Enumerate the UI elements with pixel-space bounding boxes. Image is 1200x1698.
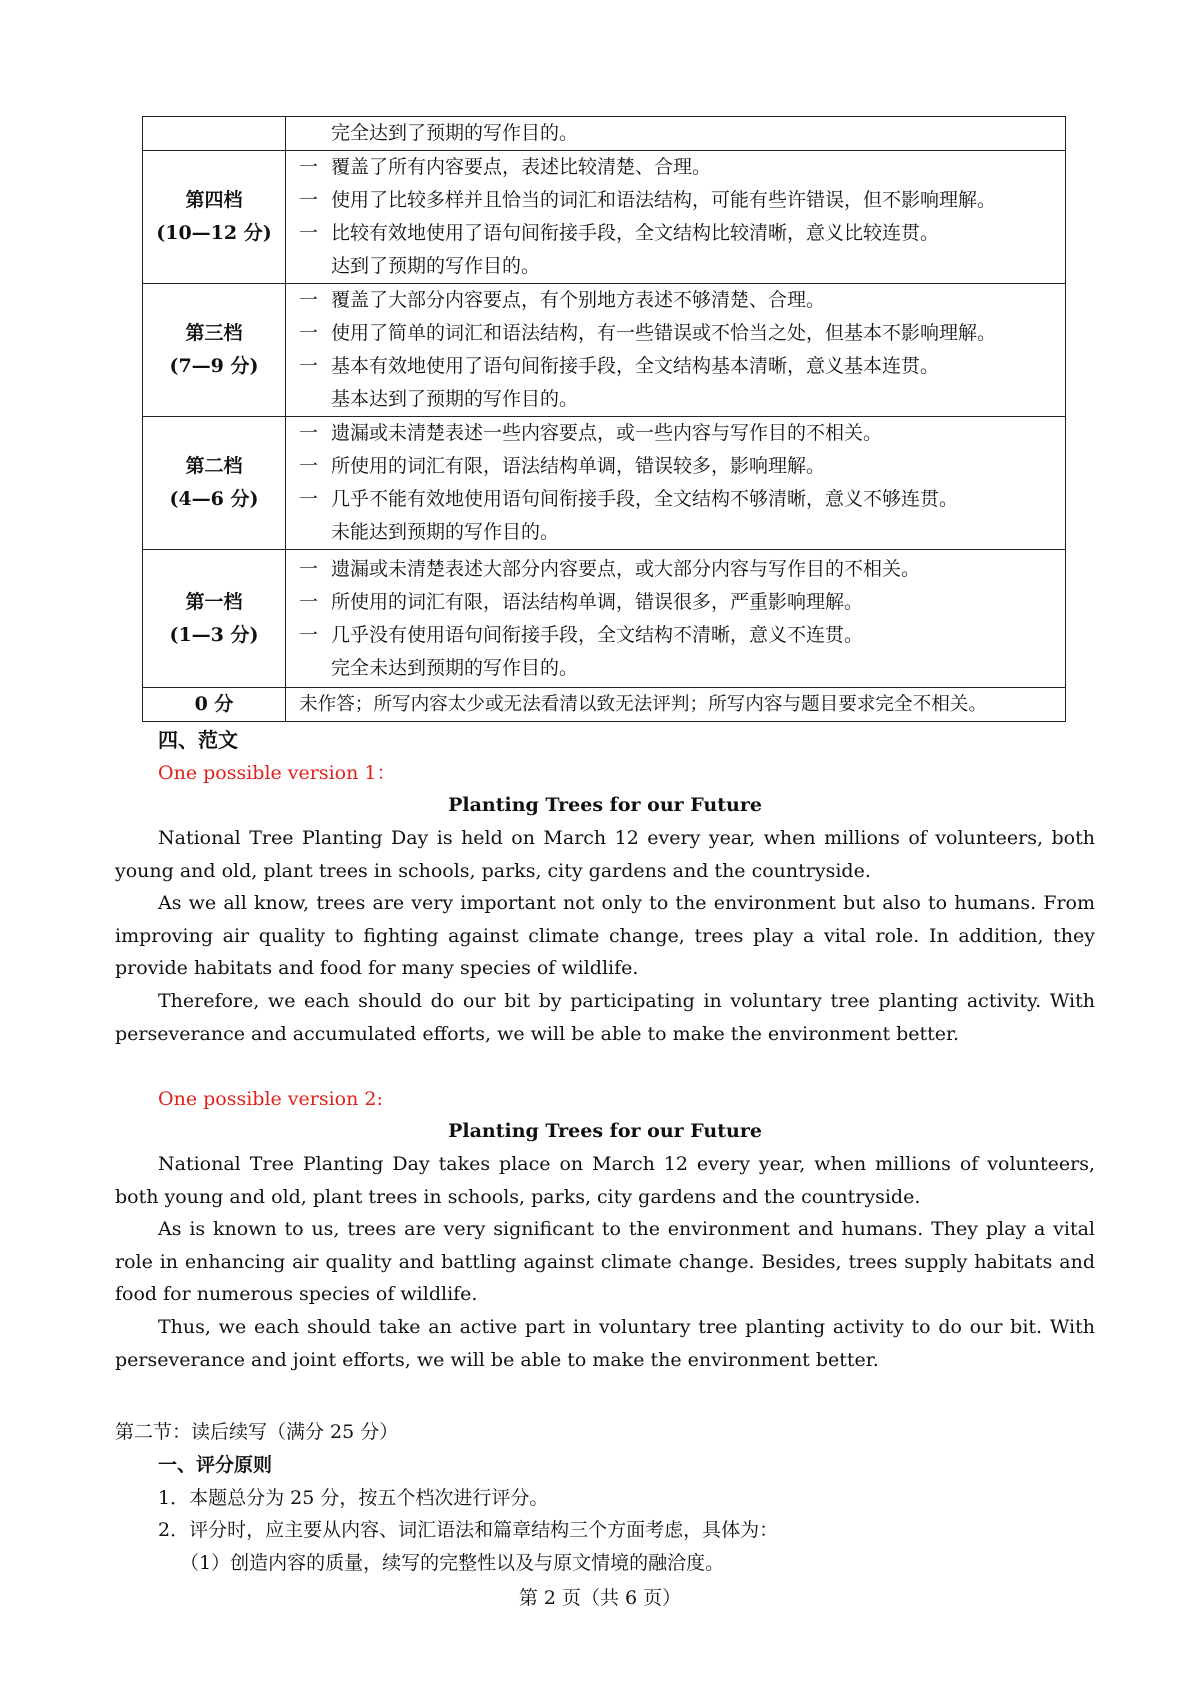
essay-paragraph: Thus, we each should take an active part in voluntary tree planting activity to do our bit. With perseverance and joint efforts, we will be able to make the environment better. — [115, 1316, 1095, 1371]
rubric-level-cell — [143, 151, 286, 284]
rubric-level-cell-empty — [143, 117, 286, 151]
essay-paragraph: Therefore, we each should do our bit by participating in voluntary tree planting activity. With perseverance and accumulated efforts, we will be able to make the environment better. — [115, 990, 1095, 1045]
rubric-item: 一 几乎不能有效地使用语句间衔接手段，全文结构不够清晰，意义不够连贯。 — [299, 483, 1065, 516]
dash-bullet: 一 — [299, 557, 319, 580]
essay-paragraph: National Tree Planting Day is held on March 12 every year, when millions of volunteers, both young and old, plant trees in schools, parks, city gardens and the countryside. — [115, 827, 1095, 882]
rule-item: 1．本题总分为 25 分，按五个档次进行评分。 — [158, 1487, 549, 1509]
rubric-conclusion: 完全未达到预期的写作目的。 — [331, 656, 579, 679]
rubric-item: 一 几乎没有使用语句间衔接手段，全文结构不清晰，意义不连贯。 — [299, 619, 1065, 652]
page-footer: 第 2 页（共 6 页） — [518, 1587, 682, 1609]
rubric-conclusion: 完全达到了预期的写作目的。 — [331, 122, 579, 144]
essay-paragraph: National Tree Planting Day takes place on March 12 every year, when millions of volunteers, both young and old, plant trees in schools, parks, city gardens and the countryside. — [115, 1153, 1095, 1208]
rubric-item: 一 使用了比较多样并且恰当的词汇和语法结构，可能有些许错误，但不影响理解。 — [299, 184, 1065, 217]
essay-title: Planting Trees for our Future — [448, 1120, 762, 1142]
rubric-item: 一 覆盖了所有内容要点，表述比较清楚、合理。 — [299, 151, 1065, 184]
rubric-level-cell — [143, 417, 286, 550]
dash-bullet: 一 — [299, 422, 319, 444]
level-name: 第三档 — [185, 322, 243, 344]
rubric-conclusion: 达到了预期的写作目的。 — [331, 255, 541, 277]
rubric-item: 一 使用了简单的词汇和语法结构，有一些错误或不恰当之处，但基本不影响理解。 — [299, 317, 1065, 350]
rubric-item: 一 遗漏或未清楚表述一些内容要点，或一些内容与写作目的不相关。 — [299, 417, 1065, 450]
rubric-level-cell — [143, 550, 286, 688]
level-range: (4—6 分) — [169, 488, 259, 510]
level-name: 第四档 — [185, 189, 243, 211]
rule-item: 2．评分时，应主要从内容、词汇语法和篇章结构三个方面考虑，具体为： — [158, 1519, 779, 1541]
essay-title: Planting Trees for our Future — [448, 794, 762, 816]
level-range: (1—3 分) — [169, 623, 259, 646]
scoring-rubric-table — [142, 116, 1066, 722]
rubric-desc-cell — [286, 417, 1066, 550]
rubric-desc-cell — [286, 284, 1066, 417]
essay-paragraph: As we all know, trees are very important not only to the environment but also to humans. From improving air quality to fighting against climate change, trees play a vital role. In addition, they provide habitats and food for many species of wildlife. — [115, 892, 1095, 979]
dash-bullet: 一 — [299, 189, 319, 211]
essay-paragraph: As is known to us, trees are very significant to the environment and humans. They play a vital role in enhancing air quality and battling against climate change. Besides, trees supply habitats and food for numerous species of wildlife. — [115, 1218, 1095, 1305]
rubric-item: 一 比较有效地使用了语句间衔接手段，全文结构比较清晰，意义比较连贯。 — [299, 217, 1065, 250]
rubric-level-cell — [143, 284, 286, 417]
rubric-item: 一 覆盖了大部分内容要点，有个别地方表述不够清楚、合理。 — [299, 284, 1065, 317]
dash-bullet: 一 — [299, 289, 319, 311]
rubric-desc-cell — [286, 117, 1066, 151]
dash-bullet: 一 — [299, 322, 319, 344]
version-label: One possible version 2: — [158, 1088, 383, 1110]
dash-bullet: 一 — [299, 590, 319, 613]
rubric-row-level4 — [143, 151, 1066, 284]
rubric-desc-cell — [286, 550, 1066, 688]
rubric-row-zero — [143, 688, 1066, 722]
level-name: 第一档 — [185, 590, 243, 613]
rubric-zero-desc: 未作答；所写内容太少或无法看清以致无法评判；所写内容与题目要求完全不相关。 — [299, 694, 987, 715]
dash-bullet: 一 — [299, 455, 319, 477]
version-label: One possible version 1： — [158, 762, 396, 784]
dash-bullet: 一 — [299, 156, 319, 178]
rubric-item: 一 基本有效地使用了语句间衔接手段，全文结构基本清晰，意义基本连贯。 — [299, 350, 1065, 383]
rubric-conclusion: 基本达到了预期的写作目的。 — [331, 388, 579, 410]
dash-bullet: 一 — [299, 222, 319, 244]
level-name: 第二档 — [185, 455, 243, 477]
rubric-desc-cell — [286, 688, 1066, 722]
dash-bullet: 一 — [299, 355, 319, 377]
rule-item: （1）创造内容的质量，续写的完整性以及与原文情境的融洽度。 — [180, 1552, 725, 1574]
rubric-row-level2 — [143, 417, 1066, 550]
rubric-item: 一 遗漏或未清楚表述大部分内容要点，或大部分内容与写作目的不相关。 — [299, 553, 1065, 586]
rubric-conclusion: 未能达到预期的写作目的。 — [331, 521, 560, 543]
level-range: (10—12 分) — [156, 222, 272, 244]
rubric-item: 一 所使用的词汇有限，语法结构单调，错误较多，影响理解。 — [299, 450, 1065, 483]
dash-bullet: 一 — [299, 488, 319, 510]
rubric-row-level1 — [143, 550, 1066, 688]
dash-bullet: 一 — [299, 623, 319, 646]
rubric-row-level3 — [143, 284, 1066, 417]
section-heading: 四、范文 — [158, 728, 238, 752]
level-range: (7—9 分) — [169, 355, 259, 377]
rubric-level-cell: 0 分 — [143, 688, 286, 722]
section-heading: 第二节：读后续写（满分 25 分） — [115, 1421, 399, 1443]
rubric-item: 一 所使用的词汇有限，语法结构单调，错误很多，严重影响理解。 — [299, 586, 1065, 619]
sub-heading: 一、评分原则 — [158, 1454, 273, 1476]
rubric-desc-cell — [286, 151, 1066, 284]
rubric-row-continuation — [143, 117, 1066, 151]
